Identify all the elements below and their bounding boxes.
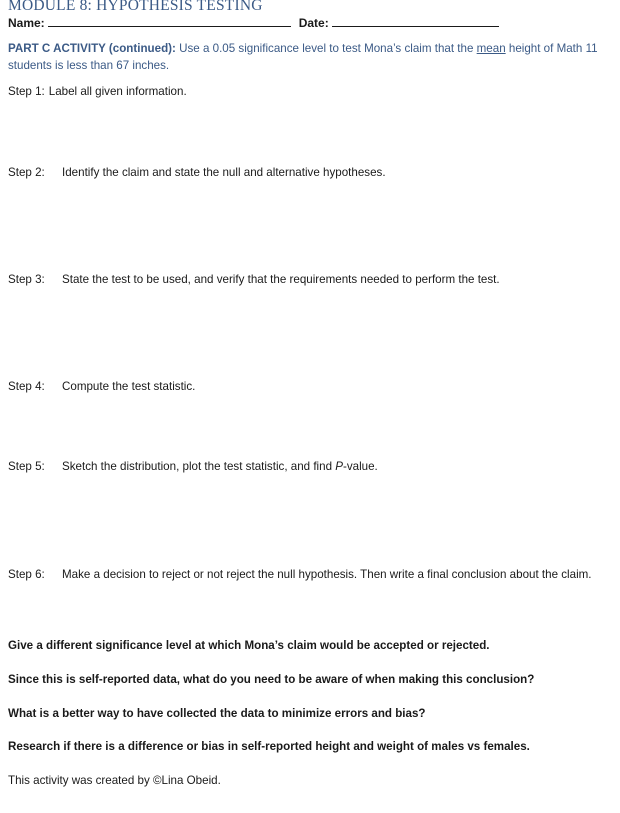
name-date-row [8,15,499,30]
name-label: Name: [8,16,45,30]
date-label: Date: [298,16,329,30]
step-3 [8,271,614,288]
step-6-text: Make a decision to reject or not reject the null hypothesis. Then write a final conclusion about the claim. [62,568,592,581]
step-4-text: Compute the test statistic. [62,380,196,393]
activity-instructions [8,40,614,74]
activity-lead: PART C ACTIVITY (continued): [8,42,176,55]
step-5-label: Step 5: [8,460,45,473]
question-2: Since this is self-reported data, what do you need to be aware of when making this conclusion? [8,673,535,686]
credit-line: This activity was created by ©Lina Obeid. [8,774,221,787]
date-blank-line[interactable] [332,15,499,27]
step-1-text: Label all given information. [48,85,187,98]
step-6 [8,566,614,583]
activity-underlined-word: mean [476,42,506,55]
step-5-text [62,458,614,475]
question-3: What is a better way to have collected the data to minimize errors and bias? [8,707,426,720]
step-1-label: Step 1: [8,85,45,98]
step-5 [8,458,614,475]
step-6-label: Step 6: [8,568,45,581]
step-2-text: Identify the claim and state the null and alternative hypotheses. [62,166,386,179]
activity-text-after: height of Math 11 students is less than 67 inches. [8,42,598,72]
step-5-text-before: Sketch the distribution, plot the test statistic, and find [62,460,336,473]
step-3-text: State the test to be used, and verify that the requirements needed to perform the test. [62,273,500,286]
step-1 [8,83,614,100]
step-2 [8,164,614,181]
step-3-label: Step 3: [8,273,45,286]
name-blank-line[interactable] [48,15,291,27]
step-5-text-italic: P [335,460,343,473]
question-1: Give a different significance level at which Mona’s claim would be accepted or rejected. [8,639,490,652]
step-4 [8,378,614,395]
module-title: MODULE 8: HYPOTHESIS TESTING [8,0,263,14]
question-4: Research if there is a difference or bias in self-reported height and weight of males vs females. [8,740,530,753]
activity-text-before: Use a 0.05 significance level to test Mona’s claim that the [175,42,477,55]
step-5-text-after: -value. [342,460,378,473]
step-4-label: Step 4: [8,380,45,393]
step-2-label: Step 2: [8,166,45,179]
